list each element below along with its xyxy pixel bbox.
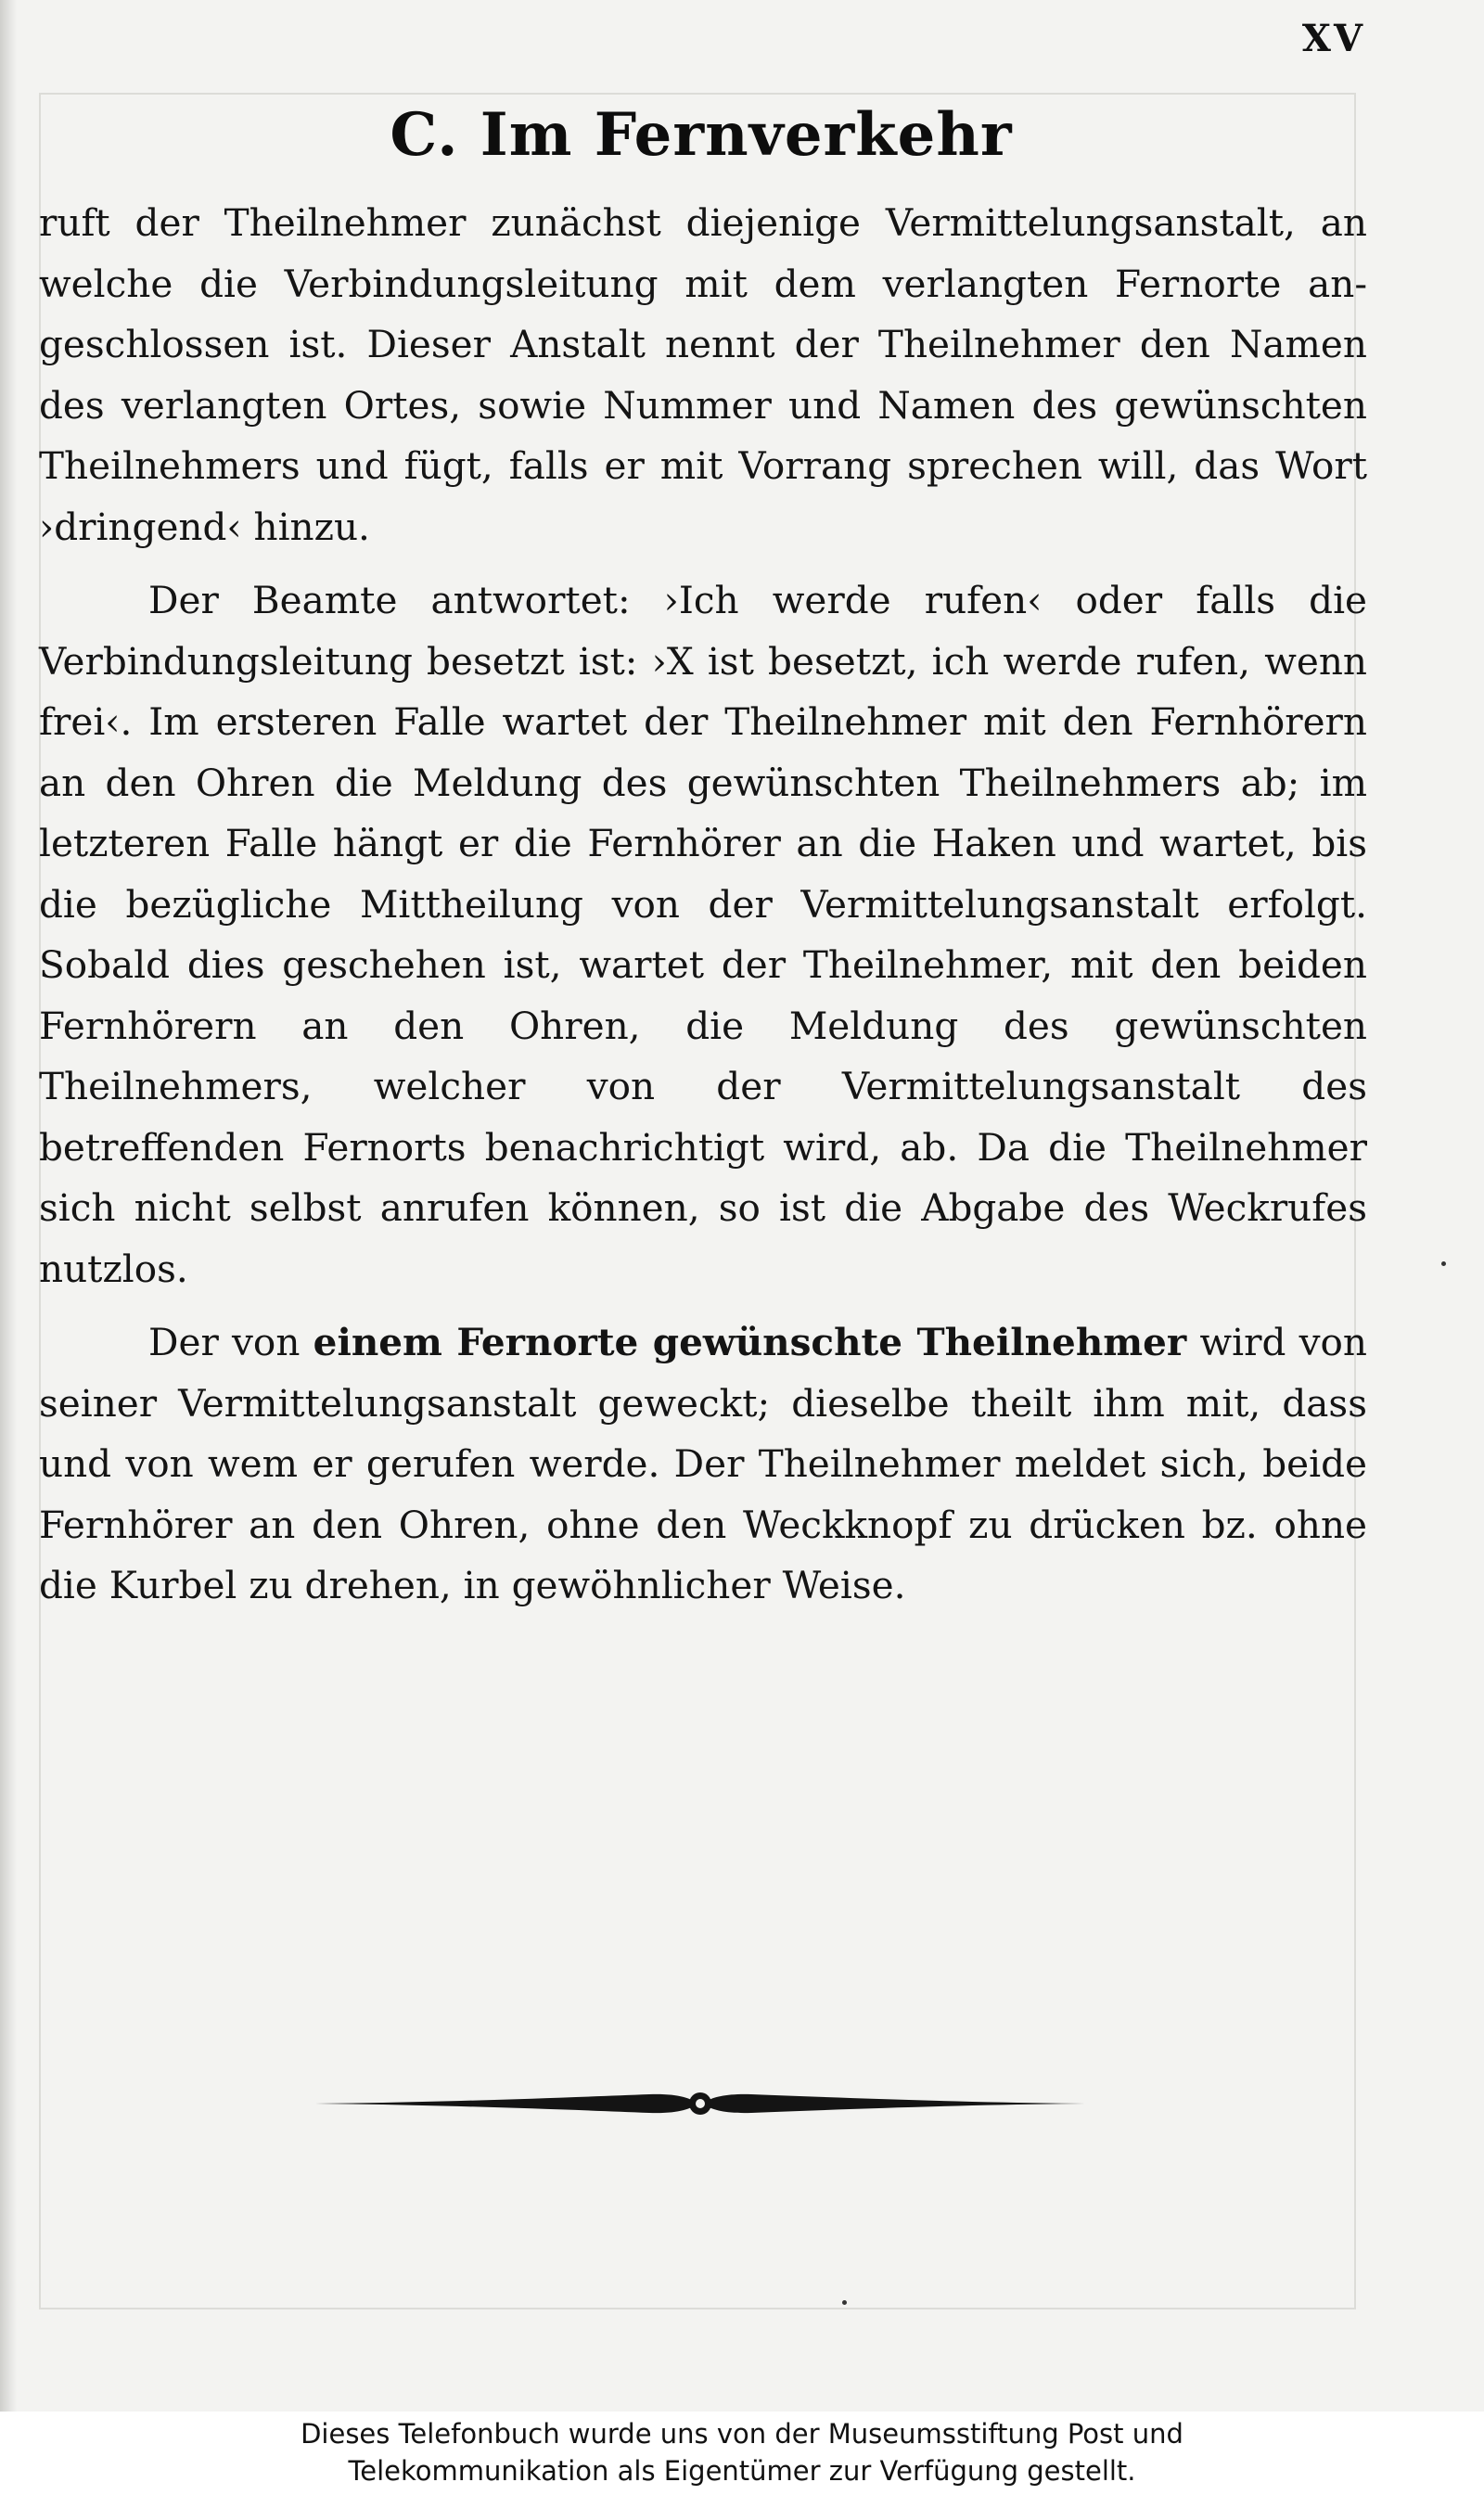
attribution-footer [0, 2412, 1484, 2495]
attribution-line-1: Dieses Telefonbuch wurde uns von der Museumsstiftung Post und [301, 2418, 1183, 2450]
paragraph-3-emphasis: einem Fernorte gewünschte Theilnehmer [313, 1320, 1187, 1364]
stray-speck [1441, 1261, 1446, 1266]
scan-edge-shadow [0, 0, 17, 2412]
ornamental-divider-icon [315, 2078, 1085, 2130]
attribution-line-2: Telekommunikation als Eigentümer zur Verfügung gestellt. [348, 2455, 1136, 2487]
paragraph-2: Der Beamte antwortet: ›Ich werde rufen‹ oder falls die Verbindungsleitung besetzt ist: ›X ist besetzt, ich werde rufen, wenn frei‹. Im ersteren Falle wartet der Theilnehmer mit den Fernhörern an den Ohren die Meldung des gewünschten Theilnehmers ab; im letzteren Falle hängt er die Fernhörer an die Haken und wartet, bis die bezügliche Mittheilung von der Vermittelungsanstalt erfolgt. Sobald dies geschehen ist, wartet der Theilnehmer, mit den beiden Fernhörern an den Ohren, die Meldung des gewünschten Theilnehmers, welcher von der Vermittelungsanstalt des betreffenden Fernorts benachrichtigt wird, ab. Da die Theilnehmer sich nicht selbst anrufen können, so ist die Abgabe des Weckrufes nutzlos. [39, 578, 1367, 1291]
paragraph-1: ruft der Theilnehmer zunächst diejenige Vermittelungsanstalt, an welche die Verbindungsleitung mit dem verlangten Fernorte angeschlossen ist. Dieser Anstalt nennt der Theilnehmer den Namen des verlangten Ortes, sowie Nummer und Namen des gewünschten Theilnehmers und fügt, falls er mit Vorrang sprechen will, das Wort ›dringend‹ hinzu. [39, 200, 1367, 549]
section-title: C. Im Fernverkehr [390, 100, 1013, 170]
page-number: XV [1301, 17, 1365, 60]
paragraph-3-rest: wird von seiner Vermittelungsanstalt geweckt; dieselbe theilt ihm mit, dass und von wem er gerufen werde. Der Theilnehmer meldet sich, beide Fernhörer an den Ohren, ohne den Weckknopf zu drücken bz. ohne die Kurbel zu drehen, in gewöhnlicher Weise. [39, 1320, 1367, 1607]
paragraph-3-intro: Der von [148, 1320, 313, 1364]
text-body [39, 193, 1367, 1630]
stray-speck [842, 2300, 847, 2305]
paragraph-3 [39, 1312, 1367, 1617]
